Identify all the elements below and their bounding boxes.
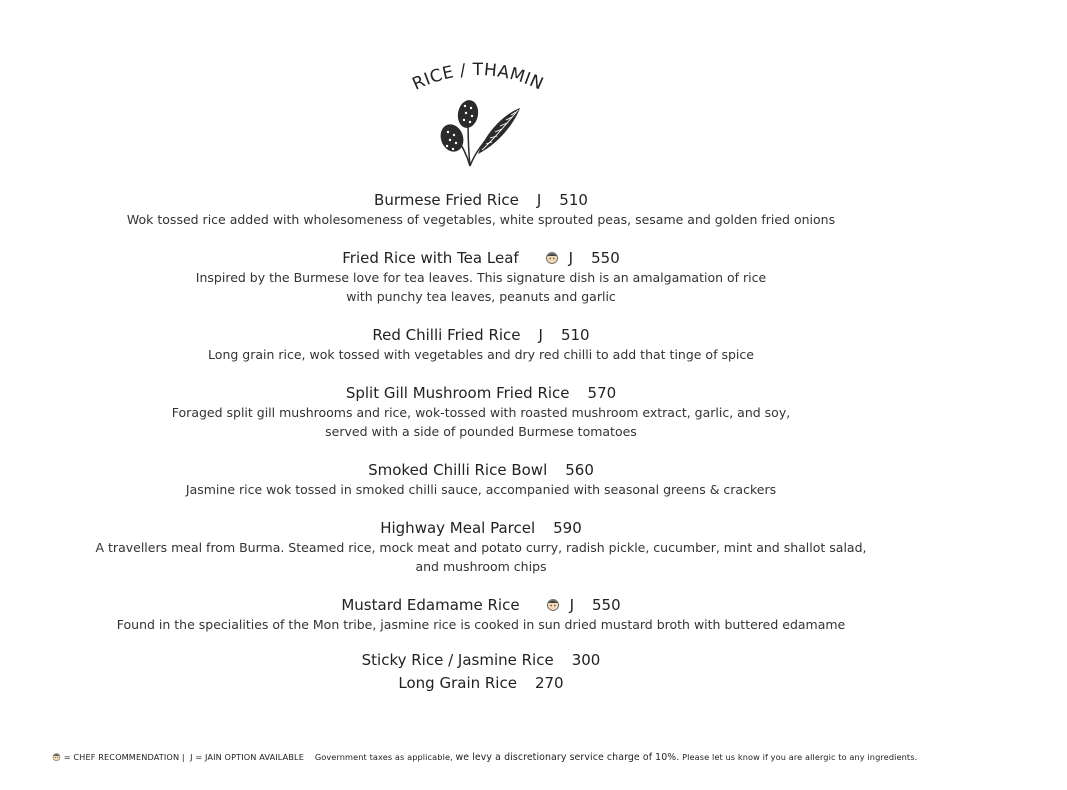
menu-item-price: 550 [591,249,620,267]
menu-item-name: Red Chilli Fried Rice [372,326,521,344]
side-item-price: 270 [534,674,564,692]
menu-item-price: 550 [592,596,621,614]
chef-icon [545,250,559,264]
menu-item-description: and mushroom chips [415,559,547,574]
service-charge-note: we levy a discretionary service charge of 10%. [455,752,680,763]
menu-item-price: 570 [587,384,617,402]
jain-marker: J [568,249,574,267]
menu-item-title-line [0,518,962,538]
menu-item-name: Highway Meal Parcel [380,519,536,537]
menu-item-description: A travellers meal from Burma. Steamed rice, mock meat and potato curry, radish pickle, cucumber, mint and shallot salad, [95,540,867,555]
chef-icon [546,597,560,611]
menu-item-description: Long grain rice, wok tossed with vegetables and dry red chilli to add that tinge of spice [208,347,754,362]
taxes-note: Government taxes as applicable, [314,752,453,762]
jain-marker: J [569,596,574,614]
menu-item [0,595,962,634]
chef-icon [52,752,61,761]
section-header [400,62,560,172]
menu-item-title-line [0,460,962,480]
allergy-note: Please let us know if you are allergic to any ingredients. [682,752,918,762]
menu-item-description: Found in the specialities of the Mon tribe, jasmine rice is cooked in sun dried mustard broth with buttered edamame [116,617,846,632]
side-item-price: 300 [571,651,601,669]
menu-item-name: Mustard Edamame Rice [341,596,520,614]
section-header-graphic [400,62,560,172]
menu-item-title-line [0,595,962,615]
jain-marker: J [536,191,542,209]
footer-notes [52,752,1012,763]
menu-item [0,190,962,229]
sides-list [0,649,962,695]
side-item [0,672,962,695]
menu-item-price: 560 [565,461,594,479]
menu-item-description: Jasmine rice wok tossed in smoked chilli sauce, accompanied with seasonal greens & crackers [185,482,777,497]
jain-marker: J [538,326,543,344]
menu-item-price: 590 [553,519,582,537]
menu-item-name: Burmese Fried Rice [374,191,519,209]
menu-item [0,325,962,364]
menu-item [0,518,962,576]
menu-items-list [0,190,962,695]
leaf-sprig-icon [437,98,520,166]
menu-item-title-line [0,325,962,345]
side-item-name: Sticky Rice / Jasmine Rice [361,651,554,669]
menu-item-title-line [0,248,962,268]
menu-item-name: Smoked Chilli Rice Bowl [368,461,548,479]
menu-item [0,460,962,499]
menu-item-description: Foraged split gill mushrooms and rice, wok-tossed with roasted mushroom extract, garlic, and soy, [171,405,791,420]
menu-item-title-line [0,383,962,403]
menu-item-description: Inspired by the Burmese love for tea leaves. This signature dish is an amalgamation of rice [195,270,767,285]
menu-item-description: Wok tossed rice added with wholesomeness of vegetables, white sprouted peas, sesame and golden fried onions [126,212,836,227]
menu-item-price: 510 [559,191,588,209]
section-title: RICE / THAMIN [409,62,547,95]
menu-item-name: Split Gill Mushroom Fried Rice [345,384,570,402]
side-item [0,649,962,672]
menu-item-description: served with a side of pounded Burmese tomatoes [325,424,637,439]
menu-item-title-line [0,190,962,210]
side-item-name: Long Grain Rice [398,674,517,692]
chef-legend: = CHEF RECOMMENDATION | [63,752,185,762]
menu-item-name: Fried Rice with Tea Leaf [342,249,519,267]
jain-legend: J = JAIN OPTION AVAILABLE [190,752,304,762]
menu-item [0,248,962,306]
menu-item [0,383,962,441]
menu-item-price: 510 [560,326,590,344]
menu-item-description: with punchy tea leaves, peanuts and garlic [346,289,616,304]
